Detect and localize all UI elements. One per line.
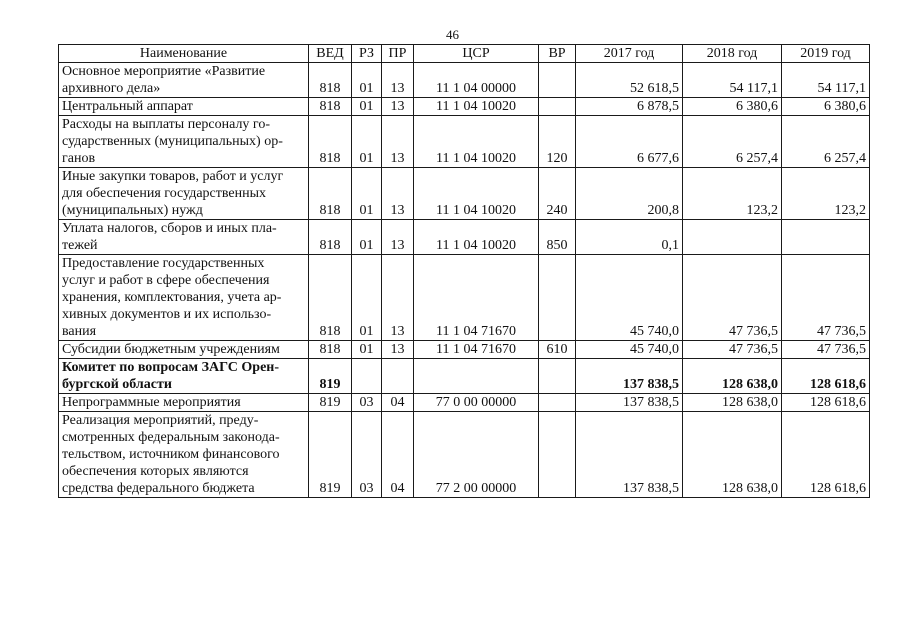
table-row xyxy=(59,341,870,359)
cell-2017: 52 618,5 xyxy=(576,63,683,98)
table-row xyxy=(59,220,870,255)
cell-rz: 01 xyxy=(352,63,382,98)
cell-name: Основное мероприятие «Развитие архивного дела» xyxy=(59,63,309,98)
cell-2017: 45 740,0 xyxy=(576,341,683,359)
cell-pr: 13 xyxy=(382,98,414,116)
cell-ved: 818 xyxy=(309,63,352,98)
cell-csr: 11 1 04 10020 xyxy=(414,116,539,168)
cell-csr: 11 1 04 10020 xyxy=(414,98,539,116)
cell-csr xyxy=(414,359,539,394)
cell-csr: 11 1 04 00000 xyxy=(414,63,539,98)
cell-rz: 01 xyxy=(352,168,382,220)
table-row xyxy=(59,359,870,394)
header-2017: 2017 год xyxy=(576,45,683,63)
table-body xyxy=(59,63,870,498)
header-row xyxy=(59,45,870,63)
cell-2018: 47 736,5 xyxy=(683,341,782,359)
table-row xyxy=(59,255,870,341)
cell-2018: 128 638,0 xyxy=(683,359,782,394)
cell-2017: 137 838,5 xyxy=(576,359,683,394)
cell-rz: 01 xyxy=(352,255,382,341)
cell-2019: 6 380,6 xyxy=(782,98,870,116)
table-row xyxy=(59,98,870,116)
table-row xyxy=(59,63,870,98)
cell-2017: 200,8 xyxy=(576,168,683,220)
cell-2019: 6 257,4 xyxy=(782,116,870,168)
cell-rz: 01 xyxy=(352,341,382,359)
cell-vr xyxy=(539,412,576,498)
cell-csr: 11 1 04 10020 xyxy=(414,220,539,255)
cell-name: Реализация мероприятий, преду- смотренных федеральным законода- тельством, источником финансового обеспечения которых являются средства федерального бюджета xyxy=(59,412,309,498)
cell-ved: 818 xyxy=(309,116,352,168)
cell-2019: 128 618,6 xyxy=(782,394,870,412)
cell-rz xyxy=(352,359,382,394)
cell-ved: 819 xyxy=(309,394,352,412)
cell-name: Непрограммные мероприятия xyxy=(59,394,309,412)
cell-csr: 11 1 04 10020 xyxy=(414,168,539,220)
cell-2017: 6 878,5 xyxy=(576,98,683,116)
cell-rz: 01 xyxy=(352,98,382,116)
cell-2019: 47 736,5 xyxy=(782,341,870,359)
cell-name: Иные закупки товаров, работ и услуг для обеспечения государственных (муниципальных) нужд xyxy=(59,168,309,220)
cell-rz: 01 xyxy=(352,116,382,168)
table-row xyxy=(59,412,870,498)
header-csr: ЦСР xyxy=(414,45,539,63)
cell-pr: 13 xyxy=(382,220,414,255)
page-number: 46 xyxy=(446,27,459,42)
cell-ved: 818 xyxy=(309,168,352,220)
cell-2017: 6 677,6 xyxy=(576,116,683,168)
cell-vr xyxy=(539,98,576,116)
cell-2018: 123,2 xyxy=(683,168,782,220)
cell-ved: 818 xyxy=(309,255,352,341)
cell-vr: 120 xyxy=(539,116,576,168)
header-name: Наименование xyxy=(59,45,309,63)
cell-pr: 04 xyxy=(382,412,414,498)
header-ved: ВЕД xyxy=(309,45,352,63)
cell-2018: 128 638,0 xyxy=(683,412,782,498)
cell-pr: 13 xyxy=(382,255,414,341)
cell-name: Комитет по вопросам ЗАГС Орен- бургской области xyxy=(59,359,309,394)
table-row xyxy=(59,168,870,220)
cell-2018 xyxy=(683,220,782,255)
cell-name: Центральный аппарат xyxy=(59,98,309,116)
header-vr: ВР xyxy=(539,45,576,63)
cell-csr: 77 0 00 00000 xyxy=(414,394,539,412)
cell-2018: 47 736,5 xyxy=(683,255,782,341)
cell-csr: 77 2 00 00000 xyxy=(414,412,539,498)
cell-vr xyxy=(539,63,576,98)
cell-pr: 13 xyxy=(382,341,414,359)
cell-vr xyxy=(539,255,576,341)
table-row xyxy=(59,394,870,412)
cell-2019 xyxy=(782,220,870,255)
cell-vr: 610 xyxy=(539,341,576,359)
cell-name: Предоставление государственных услуг и работ в сфере обеспечения хранения, комплектования, учета ар- хивных документов и их использо- вания xyxy=(59,255,309,341)
header-rz: РЗ xyxy=(352,45,382,63)
cell-vr: 850 xyxy=(539,220,576,255)
cell-2018: 6 380,6 xyxy=(683,98,782,116)
cell-vr: 240 xyxy=(539,168,576,220)
cell-2019: 128 618,6 xyxy=(782,412,870,498)
cell-2019: 123,2 xyxy=(782,168,870,220)
table-row xyxy=(59,116,870,168)
cell-rz: 01 xyxy=(352,220,382,255)
cell-pr: 13 xyxy=(382,63,414,98)
cell-2018: 128 638,0 xyxy=(683,394,782,412)
cell-2018: 54 117,1 xyxy=(683,63,782,98)
cell-name: Расходы на выплаты персоналу го- сударственных (муниципальных) ор- ганов xyxy=(59,116,309,168)
cell-pr: 04 xyxy=(382,394,414,412)
header-2018: 2018 год xyxy=(683,45,782,63)
budget-table xyxy=(58,44,870,498)
header-2019: 2019 год xyxy=(782,45,870,63)
cell-vr xyxy=(539,359,576,394)
cell-2017: 137 838,5 xyxy=(576,412,683,498)
cell-name: Субсидии бюджетным учреждениям xyxy=(59,341,309,359)
cell-2017: 45 740,0 xyxy=(576,255,683,341)
cell-ved: 818 xyxy=(309,98,352,116)
cell-rz: 03 xyxy=(352,412,382,498)
cell-rz: 03 xyxy=(352,394,382,412)
cell-name: Уплата налогов, сборов и иных пла- тежей xyxy=(59,220,309,255)
cell-vr xyxy=(539,394,576,412)
cell-pr xyxy=(382,359,414,394)
cell-ved: 819 xyxy=(309,412,352,498)
cell-ved: 818 xyxy=(309,341,352,359)
cell-pr: 13 xyxy=(382,116,414,168)
cell-2018: 6 257,4 xyxy=(683,116,782,168)
cell-ved: 819 xyxy=(309,359,352,394)
cell-2019: 54 117,1 xyxy=(782,63,870,98)
cell-csr: 11 1 04 71670 xyxy=(414,255,539,341)
cell-csr: 11 1 04 71670 xyxy=(414,341,539,359)
cell-2017: 0,1 xyxy=(576,220,683,255)
cell-ved: 818 xyxy=(309,220,352,255)
cell-2019: 47 736,5 xyxy=(782,255,870,341)
cell-2019: 128 618,6 xyxy=(782,359,870,394)
cell-2017: 137 838,5 xyxy=(576,394,683,412)
cell-pr: 13 xyxy=(382,168,414,220)
header-pr: ПР xyxy=(382,45,414,63)
